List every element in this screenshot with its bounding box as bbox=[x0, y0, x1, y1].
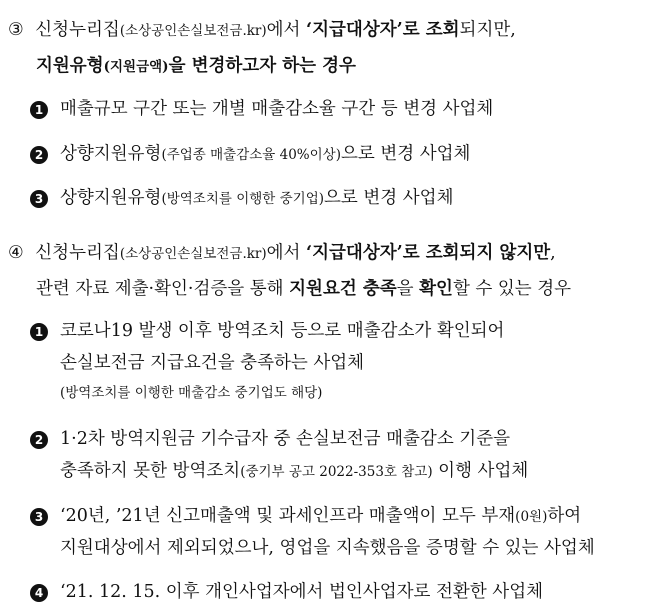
item-paren: (중기부 공고 2022-353호 참고) bbox=[240, 464, 433, 480]
item-paren: (주업종 매출감소율 40%이상) bbox=[161, 147, 341, 163]
section4-header-line1 bbox=[8, 245, 556, 263]
section4-header-line2 bbox=[36, 281, 571, 299]
section4-item-1-line1: 코로나19 발생 이후 방역조치 등으로 매출감소가 확인되어 bbox=[60, 321, 505, 341]
header-text: 에서 bbox=[266, 243, 307, 263]
bullet-number-badge: 4 bbox=[30, 584, 48, 602]
section3-item-2 bbox=[60, 146, 470, 164]
section4-marker: ④ bbox=[8, 243, 24, 263]
section4-item-1-note: (방역조치를 이행한 매출감소 중기업도 해당) bbox=[60, 385, 323, 401]
section3-item-1: 매출규모 구간 또는 개별 매출감소율 구간 등 변경 사업체 bbox=[60, 99, 494, 119]
section4-item-3-line2: 지원대상에서 제외되었으나, 영업을 지속했음을 증명할 수 있는 사업체 bbox=[60, 538, 595, 558]
header-paren: (지원금액) bbox=[103, 59, 169, 75]
header-text-tail: 할 수 있는 경우 bbox=[452, 279, 572, 299]
section3-marker: ③ bbox=[8, 20, 24, 40]
site-name: 신청누리집 bbox=[35, 243, 120, 263]
emphasis-text: 확인 bbox=[419, 279, 453, 299]
item-text-tail: 으로 변경 사업체 bbox=[340, 144, 471, 164]
site-name: 신청누리집 bbox=[35, 20, 120, 40]
item-text-tail: 이행 사업체 bbox=[432, 461, 529, 481]
bullet-number-badge: 2 bbox=[30, 431, 48, 449]
header-text-tail: , bbox=[550, 243, 556, 263]
section4-item-2-line2 bbox=[60, 463, 528, 481]
section3-header-line1 bbox=[8, 22, 516, 40]
item-text: 충족하지 못한 방역조치 bbox=[60, 461, 241, 481]
header-text: 관련 자료 제출·확인·검증을 통해 bbox=[36, 279, 290, 299]
bullet-number-badge: 3 bbox=[30, 508, 48, 526]
header-text: 지원유형 bbox=[36, 56, 104, 76]
item-text: 상향지원유형 bbox=[60, 144, 162, 164]
bullet-number-badge: 3 bbox=[30, 190, 48, 208]
header-text: 에서 bbox=[266, 20, 307, 40]
header-text-tail: 되지만, bbox=[459, 20, 516, 40]
header-text: 을 bbox=[396, 279, 420, 299]
site-url: (소상공인손실보전금.kr) bbox=[119, 23, 267, 39]
section3-header-line2 bbox=[36, 58, 356, 76]
emphasis-text: 지원요건 충족 bbox=[289, 279, 397, 299]
site-url: (소상공인손실보전금.kr) bbox=[119, 246, 267, 262]
header-text-tail: 을 변경하고자 하는 경우 bbox=[168, 56, 356, 76]
emphasis-text: ‘지급대상자’로 조회 bbox=[306, 20, 460, 40]
item-paren: (0원) bbox=[515, 509, 548, 525]
section4-item-1-line2: 손실보전금 지급요건을 충족하는 사업체 bbox=[60, 353, 365, 373]
emphasis-text: ‘지급대상자’로 조회되지 않지만 bbox=[306, 243, 551, 263]
bullet-number-badge: 2 bbox=[30, 146, 48, 164]
item-text: 상향지원유형 bbox=[60, 188, 162, 208]
item-text-tail: 하여 bbox=[547, 506, 582, 526]
section4-item-4-line1: ‘21. 12. 15. 이후 개인사업자에서 법인사업자로 전환한 사업체 bbox=[60, 582, 543, 602]
section4-item-3-line1 bbox=[60, 508, 581, 526]
item-text: ‘20년, ’21년 신고매출액 및 과세인프라 매출액이 모두 부재 bbox=[60, 506, 516, 526]
item-paren: (방역조치를 이행한 중기업) bbox=[161, 191, 325, 207]
item-text-tail: 으로 변경 사업체 bbox=[324, 188, 454, 208]
section3-item-3 bbox=[60, 190, 453, 208]
section4-item-2-line1: 1·2차 방역지원금 기수급자 중 손실보전금 매출감소 기준을 bbox=[60, 429, 511, 449]
bullet-number-badge: 1 bbox=[30, 323, 48, 341]
bullet-number-badge: 1 bbox=[30, 101, 48, 119]
